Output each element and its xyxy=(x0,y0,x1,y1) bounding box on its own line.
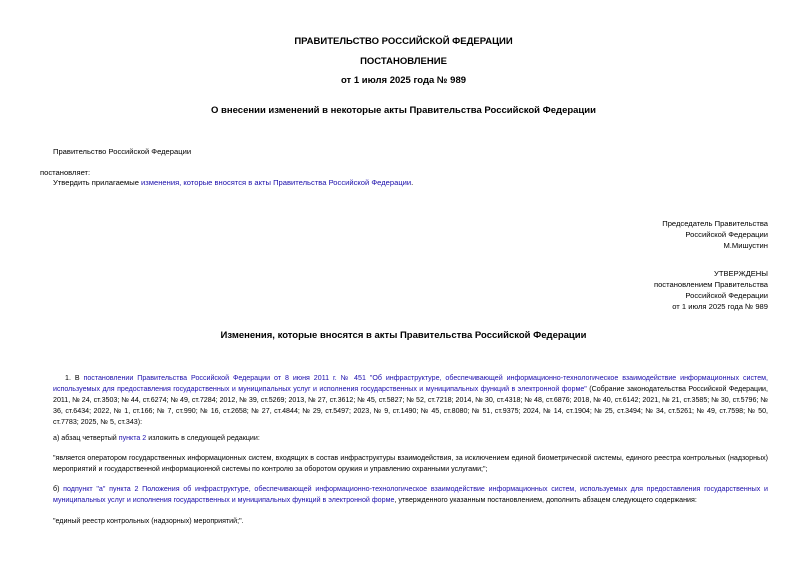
government-heading: ПРАВИТЕЛЬСТВО РОССИЙСКОЙ ФЕДЕРАЦИИ xyxy=(294,36,513,47)
changes-title: Изменения, которые вносятся в акты Правительства Российской Федерации xyxy=(220,330,587,341)
signature-block xyxy=(662,218,768,251)
doc-type-heading: ПОСТАНОВЛЕНИЕ xyxy=(360,56,447,67)
item-1-prefix: 1. В xyxy=(65,374,84,382)
doc-date-number: от 1 июля 2025 года № 989 xyxy=(340,75,467,86)
signature-line-3: М.Мишустин xyxy=(723,241,768,250)
approve-suffix: . xyxy=(411,178,414,187)
issuer-text: Правительство Российской Федерации xyxy=(53,147,192,156)
item-1-paragraph xyxy=(53,373,768,428)
approved-block xyxy=(654,268,768,312)
item-1-link[interactable]: постановлении Правительства Российской Федерации от 8 июня 2011 г. № 451 "Об инфраструктуре, обеспечивающей информационно-технологическое взаимодействие информационных систем, используемых для предоставления государственных и муниципальных услуг и исполнения государственных и муниципальных функций в электронной форме" xyxy=(53,374,768,393)
approve-link[interactable]: изменения, которые вносятся в акты Правительства Российской Федерации xyxy=(141,178,412,187)
approved-line-1: УТВЕРЖДЕНЫ xyxy=(714,269,768,278)
sub-b-paragraph xyxy=(53,484,768,506)
approved-line-3: Российской Федерации xyxy=(685,291,768,300)
sub-a-prefix: а) абзац четвертый xyxy=(53,434,119,442)
sub-a-suffix: изложить в следующей редакции: xyxy=(146,434,260,442)
sub-b-link[interactable]: подпункт "а" пункта 2 Положения об инфраструктуре, обеспечивающей информационно-технологическое взаимодействие информационных систем, используемых для предоставления государственных и муниципальных услуг и исполнения государственных и муниципальных функций в электронной форме xyxy=(53,485,768,504)
approved-line-4: от 1 июля 2025 года № 989 xyxy=(672,302,768,311)
quote-a-paragraph: "является оператором государственных информационных систем, входящих в состав инфраструктуры взаимодействия, за исключением единой биометрической системы, единого реестра контрольных (надзорных) мероприятий и государственной информационной системы по контролю за оборотом оружия и управлению охранными услугами;"; xyxy=(53,454,768,473)
sub-b-suffix: , утвержденного указанным постановлением, дополнить абзацем следующего содержания: xyxy=(394,496,697,504)
sub-a-link[interactable]: пункта 2 xyxy=(118,434,147,442)
approve-paragraph xyxy=(53,177,413,188)
signature-line-1: Председатель Правительства xyxy=(662,219,768,228)
sub-b-prefix: б) xyxy=(53,485,64,493)
doc-title: О внесении изменений в некоторые акты Правительства Российской Федерации xyxy=(211,105,596,116)
approved-line-2: постановлением Правительства xyxy=(653,280,768,289)
item-1-suffix: (Собрание законодательства Российской Федерации, 2011, № 24, ст.3503; № 44, ст.6274; № 49, ст.7284; 2012, № 39, ст.5269; 2013, № 27, ст.3612; № 45, ст.5827; № 52, ст.7218; 2014, № 30, ст.4318; № 48, ст.6876; 2018, № 40, ст.6142; 2021, № 21, ст.3585; № 30, ст.5796; № 36, ст.6434; 2022, № 1, ст.166; № 7, ст.990; № 16, ст.2658; № 27, ст.4844; № 29, ст.5497; 2023, № 9, ст.1490; № 45, ст.8080; № 51, ст.9375; 2024, № 14, ст.1904; № 25, ст.3494; № 34, ст.5261; № 49, ст.7598; № 50, ст.7783; 2025, № 5, ст.343): xyxy=(53,385,768,426)
signature-line-2: Российской Федерации xyxy=(685,230,768,239)
quote-b-paragraph: "единый реестр контрольных (надзорных) мероприятий;". xyxy=(53,517,244,525)
decides-text: постановляет: xyxy=(40,168,91,177)
approve-prefix: Утвердить прилагаемые xyxy=(53,178,142,187)
sub-a-paragraph xyxy=(53,433,768,444)
